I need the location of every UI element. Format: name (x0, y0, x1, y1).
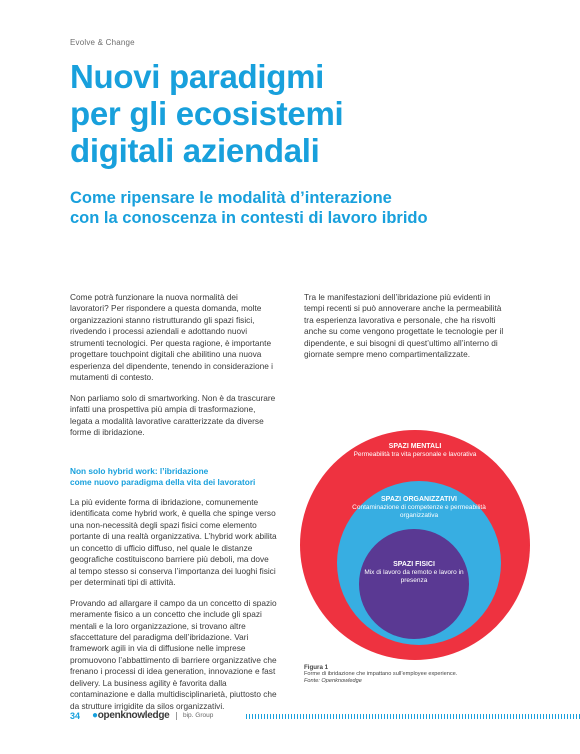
body-paragraph: Provando ad allargare il campo da un concetto di spazio meramente fisico a un concetto che include gli spazi mentali e la loro organizzazione, si trovano altre sfaccettature del paradigma dell’ibridazione. Vari framework agili in via di diffusione nelle imprese promuovono l’abbattimento di barriere organizzative che frenano i processi di idea generation, innovazione e fast delivery. La business agility è favorita dalla contaminazione e dalla multidisciplinarietà, piuttosto che da strutture irrigidite da silos organizzativi. (70, 597, 277, 711)
caption-text: Forme di ibridazione che impattano sull’employee experience. (304, 671, 458, 677)
section-heading-line: come nuovo paradigma della vita dei lavoratori (70, 477, 256, 487)
nested-circles-diagram (300, 430, 540, 660)
title-line: Nuovi paradigmi (70, 58, 325, 95)
group-logo: bip. Group (183, 712, 214, 719)
circle-outer-title: SPAZI MENTALI (388, 443, 442, 450)
logo-text: openknowledge (97, 710, 170, 721)
footer-divider (176, 712, 177, 720)
title-line: digitali aziendali (70, 132, 320, 169)
section-tag: Evolve & Change (70, 38, 135, 47)
footer-decorative-bar (246, 714, 580, 719)
circle-inner-label (362, 560, 466, 586)
page-title (70, 58, 343, 169)
subtitle-line: con la conoscenza in contesti di lavoro ibrido (70, 209, 428, 227)
section-heading (70, 466, 277, 488)
circle-middle-label (340, 495, 498, 521)
section-heading-line: Non solo hybrid work: l’ibridazione (70, 466, 209, 476)
subtitle-line: Come ripensare le modalità d’interazione (70, 189, 392, 207)
circle-outer-label (340, 442, 490, 459)
circle-inner-text: Mix di lavoro da remoto e lavoro in presenza (364, 569, 464, 585)
circle-inner-title: SPAZI FISICI (393, 561, 435, 568)
body-column-right (304, 292, 512, 370)
body-paragraph: Tra le manifestazioni dell’ibridazione più evidenti in tempi recenti si può annoverare anche la permeabilità tra esperienza lavorativa e personale, che ha risvolti anche su come vengono progettate le tecnologie per il dipendente, e sui bisogni di quest’ultimo all’interno di giornate sempre meno compartimentalizzate. (304, 292, 504, 360)
page-subtitle (70, 188, 428, 228)
circle-middle-title: SPAZI ORGANIZZATIVI (381, 496, 457, 503)
caption-source: Fonte: Openknowledge (304, 678, 362, 684)
page-number: 34 (70, 711, 81, 721)
openknowledge-logo: ●openknowledge (92, 710, 170, 721)
circle-outer-text: Permeabilità tra vita personale e lavorativa (353, 451, 477, 458)
body-column-left-lower (70, 466, 277, 721)
caption-title: Figura 1 (304, 664, 329, 671)
circle-middle-text: Contaminazione di competenze e permeabilità organizzativa (352, 504, 486, 520)
body-paragraph: La più evidente forma di ibridazione, comunemente identificata come hybrid work, è quella che spinge verso una non-necessità degli spazi fisici come elemento portante di una realtà organizzativa. L’hybrid work abilita un concetto di ufficio diffuso, nel quale le distanze geografiche costituiscono barriere più deboli, ma dove al tempo stesso si conserva l’importanza dei luoghi fisici per determinati tipi di attività. (70, 497, 277, 588)
title-line: per gli ecosistemi (70, 95, 344, 132)
figure-caption (304, 664, 534, 685)
body-column-left (70, 292, 277, 447)
body-paragraph: Come potrà funzionare la nuova normalità dei lavoratori? Per rispondere a questa domanda, molte organizzazioni stanno ristrutturando gli spazi fisici, rivedendo i processi aziendali e adottando nuovi strumenti tecnologici. Per questa ragione, è importante progettare touchpoint digitali che abilitino una nuova esperienza del dipendente, tenendo in considerazione i mutamenti di contesto. (70, 292, 273, 383)
body-paragraph: Non parliamo solo di smartworking. Non è da trascurare infatti una prospettiva più ampia di trasformazione, legata a modalità lavorative caratterizzate da diverse forme di ibridazione. (70, 392, 276, 437)
